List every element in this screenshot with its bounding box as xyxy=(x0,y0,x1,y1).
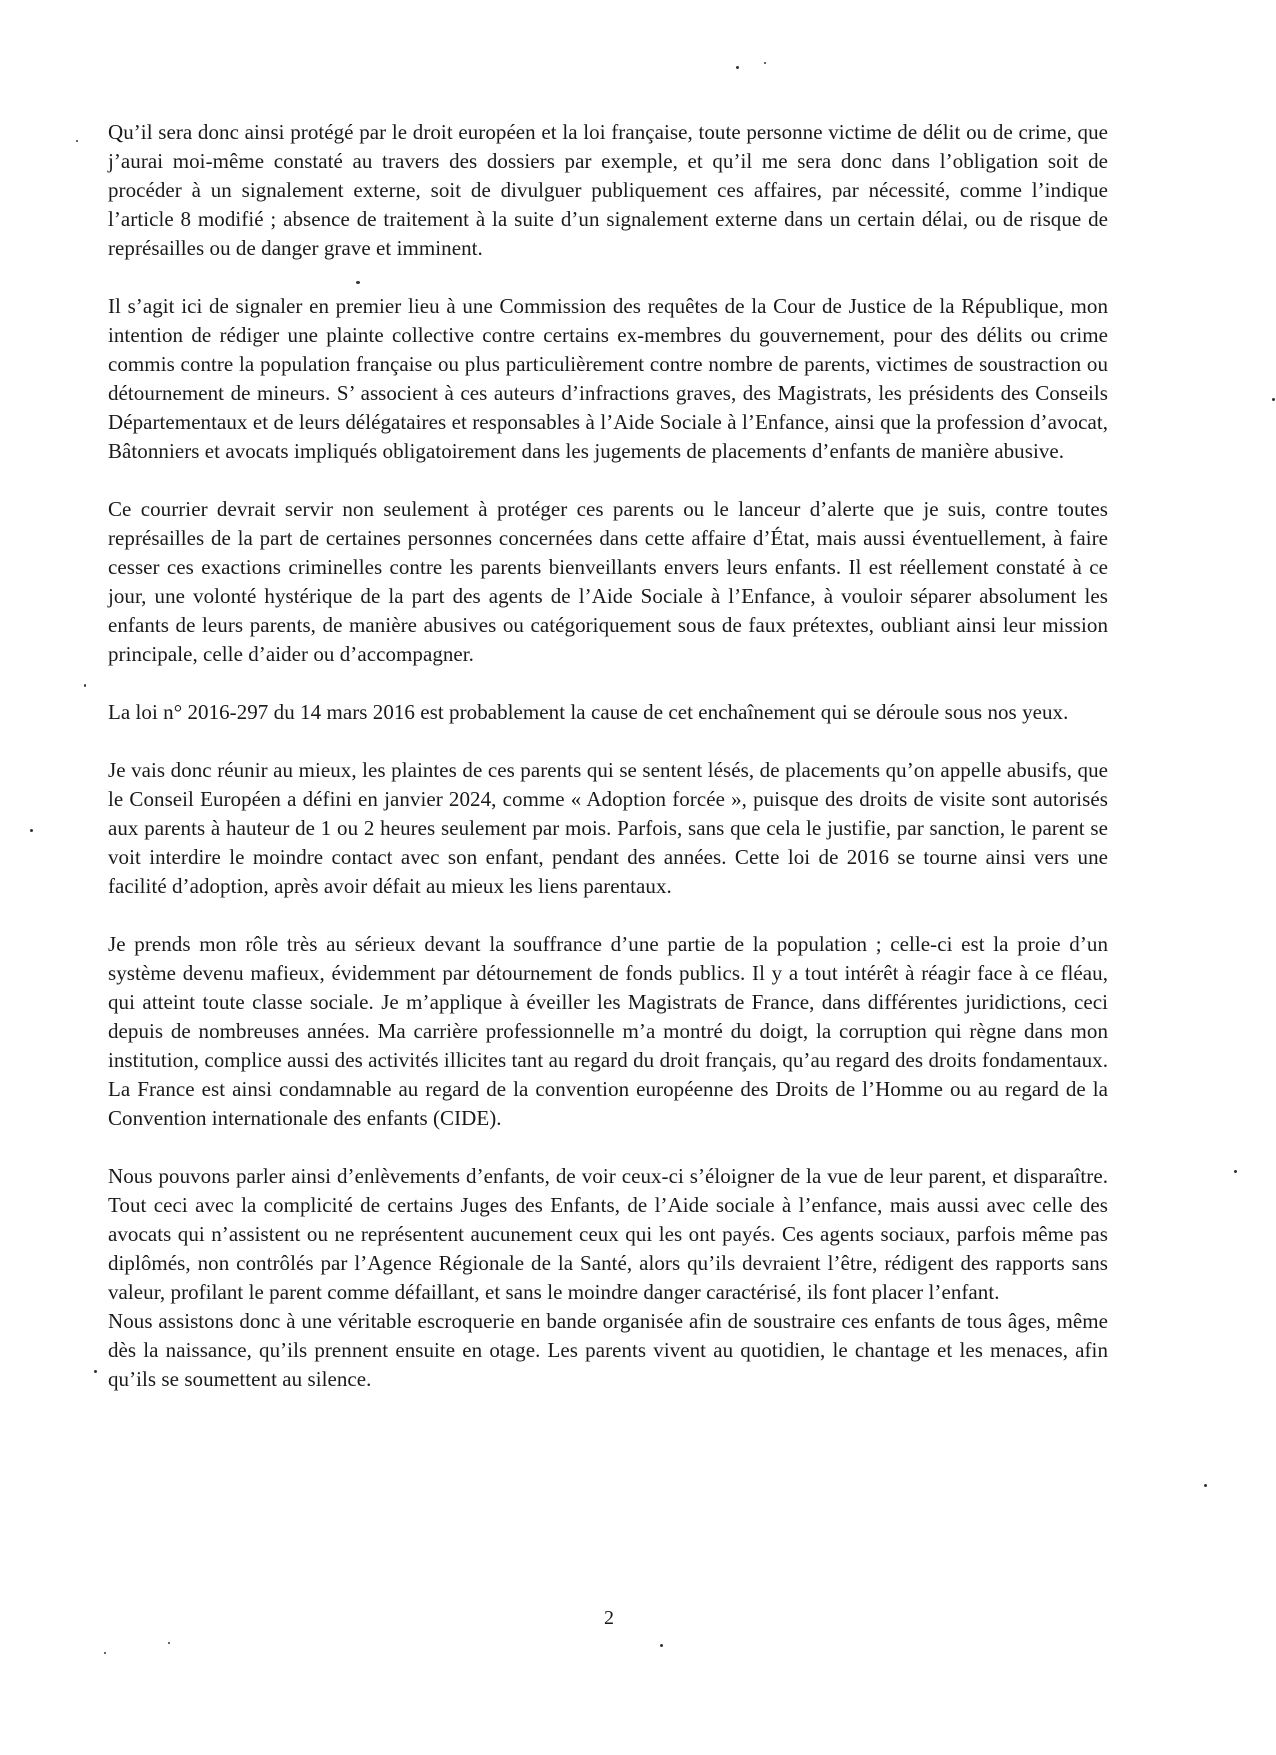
scan-speck xyxy=(168,1642,170,1644)
letter-body xyxy=(108,118,1108,1394)
paragraph-commission: Il s’agit ici de signaler en premier lieu à une Commission des requêtes de la Cour de Justice de la République, mon intention de rédiger une plainte collective contre certains ex-membres du gouvernement, pour des délits ou crime commis contre la population française ou plus particulièrement contre nombre de parents, victimes de soustraction ou détournement de mineurs. S’ associent à ces auteurs d’infractions graves, des Magistrats, les présidents des Conseils Départementaux et de leurs délégataires et responsables à l’Aide Sociale à l’Enfance, ainsi que la profession d’avocat, Bâtonniers et avocats impliqués obligatoirement dans les jugements de placements d’enfants de manière abusive. xyxy=(108,294,1108,463)
scan-speck xyxy=(356,281,360,284)
paragraph-plaintes: Je vais donc réunir au mieux, les plaintes de ces parents qui se sentent lésés, de placements qu’on appelle abusifs, que le Conseil Européen a défini en janvier 2024, comme « Adoption forcée », puisque des droits de visite sont autorisés aux parents à hauteur de 1 ou 2 heures seulement par mois. Parfois, sans que cela le justifie, par sanction, le parent se voit interdire le moindre contact avec son enfant, pendant des années. Cette loi de 2016 se tourne ainsi vers une facilité d’adoption, après avoir défait au mieux les liens parentaux. xyxy=(108,758,1108,898)
scan-speck xyxy=(1272,398,1275,401)
scan-speck xyxy=(76,140,78,142)
scan-speck xyxy=(104,1652,106,1654)
paragraph-protection: Qu’il sera donc ainsi protégé par le droit européen et la loi française, toute personne victime de délit ou de crime, que j’aurai moi-même constaté au travers des dossiers par exemple, et qu’il me sera donc dans l’obligation soit de procéder à un signalement externe, soit de divulguer publiquement ces affaires, par nécessité, comme l’indique l’article 8 modifié ; absence de traitement à la suite d’un signalement externe dans un certain délai, ou de risque de représailles ou de danger grave et imminent. xyxy=(108,120,1108,260)
page-number: 2 xyxy=(604,1607,614,1629)
scan-speck xyxy=(1204,1484,1207,1487)
scan-speck xyxy=(30,829,33,832)
paragraph-escroquerie: Nous assistons donc à une véritable escroquerie en bande organisée afin de soustraire ces enfants de tous âges, même dès la naissance, qu’ils prennent ensuite en otage. Les parents vivent au quotidien, le chantage et les menaces, afin qu’ils se soumettent au silence. xyxy=(108,1309,1108,1391)
paragraph-loi-2016: La loi n° 2016-297 du 14 mars 2016 est probablement la cause de cet enchaînement qui se déroule sous nos yeux. xyxy=(108,700,1069,724)
paragraph-courrier: Ce courrier devrait servir non seulement à protéger ces parents ou le lanceur d’alerte que je suis, contre toutes représailles de la part de certaines personnes concernées dans cette affaire d’État, mais aussi éventuellement, à faire cesser ces exactions criminelles contre les parents bienveillants envers leurs enfants. Il est réellement constaté à ce jour, une volonté hystérique de la part des agents de l’Aide Sociale à l’Enfance, à vouloir séparer absolument les enfants de leurs parents, de manière abusives ou catégoriquement sous de faux prétextes, oubliant ainsi leur mission principale, celle d’aider ou d’accompagner. xyxy=(108,497,1108,666)
paragraph-enlevements: Nous pouvons parler ainsi d’enlèvements d’enfants, de voir ceux-ci s’éloigner de la vue de leur parent, et disparaître. Tout ceci avec la complicité de certains Juges des Enfants, de l’Aide sociale à l’enfance, mais aussi avec celle des avocats qui n’assistent ou ne représentent aucunement ceux qui les ont payés. Ces agents sociaux, parfois même pas diplômés, non contrôlés par l’Agence Régionale de la Santé, alors qu’ils devraient l’être, rédigent des rapports sans valeur, profilant le parent comme défaillant, et sans le moindre danger caractérisé, ils font placer l’enfant. xyxy=(108,1164,1108,1304)
scan-speck xyxy=(94,1370,97,1373)
scan-speck xyxy=(84,684,86,687)
scan-speck xyxy=(736,66,739,69)
paragraph-role: Je prends mon rôle très au sérieux devant la souffrance d’une partie de la population ; celle-ci est la proie d’un système devenu mafieux, évidemment par détournement de fonds publics. Il y a tout intérêt à réagir face à ce fléau, qui atteint toute classe sociale. Je m’applique à éveiller les Magistrats de France, dans différentes juridictions, ceci depuis de nombreuses années. Ma carrière professionnelle m’a montré du doigt, la corruption qui règne dans mon institution, complice aussi des activités illicites tant au regard du droit français, qu’au regard des droits fondamentaux. La France est ainsi condamnable au regard de la convention européenne des Droits de l’Homme ou au regard de la Convention internationale des enfants (CIDE). xyxy=(108,932,1108,1130)
scan-speck xyxy=(764,62,766,64)
scan-speck xyxy=(1234,1170,1237,1173)
scan-speck xyxy=(660,1644,663,1647)
